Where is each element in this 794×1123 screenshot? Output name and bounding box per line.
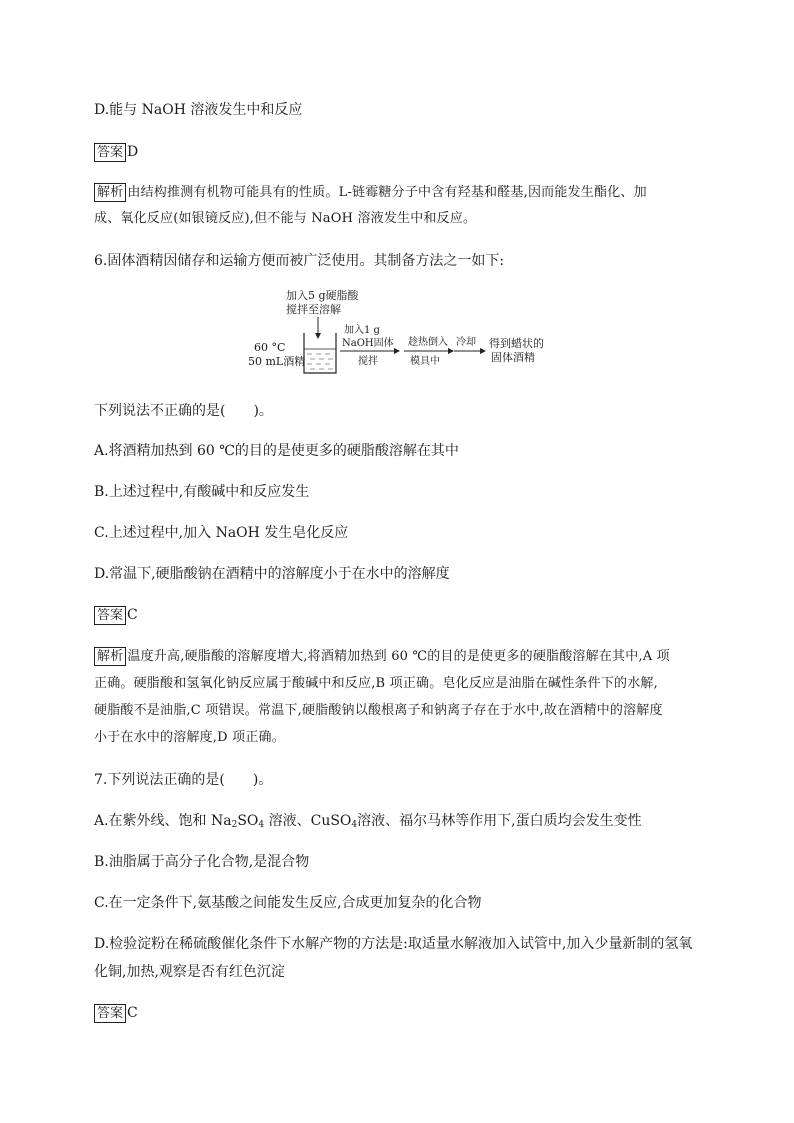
q6-option-a: A.将酒精加热到 60 ℃的目的是使更多的硬脂酸溶解在其中 <box>94 443 459 459</box>
q6-answer <box>94 605 138 625</box>
down-arrow-head <box>315 333 321 339</box>
result-label-1: 得到蜡状的 <box>489 337 544 350</box>
arrow1-head <box>394 348 400 354</box>
q5-option-d: D.能与 NaOH 溶液发生中和反应 <box>94 102 303 118</box>
answer-tag: 答案 <box>94 606 126 625</box>
q5-explain-line-2: 成、氧化反应(如银镜反应),但不能与 NaOH 溶液发生中和反应。 <box>94 211 477 226</box>
answer-value: C <box>127 1005 138 1021</box>
q6-question: 下列说法不正确的是( )。 <box>94 403 273 419</box>
beaker-liquid-hatch <box>307 354 333 369</box>
step2-label-1: 趁热倒入 <box>408 337 448 348</box>
explain-tag: 解析 <box>94 647 126 666</box>
q6-explain-line-4: 小于在水中的溶解度,D 项正确。 <box>94 730 285 745</box>
arrow1-top-label-1: 加入1 g <box>344 325 380 336</box>
subscript: 4 <box>351 820 358 830</box>
q5-explain-line-1 <box>94 183 647 203</box>
preparation-flow-diagram <box>248 287 568 377</box>
answer-tag: 答案 <box>94 143 126 162</box>
explain-text: 由结构推测有机物可能具有的性质。L-链霉糖分子中含有羟基和醛基,因而能发生酯化、加 <box>127 185 647 200</box>
q6-option-d: D.常温下,硬脂酸钠在酒精中的溶解度小于在水中的溶解度 <box>94 566 450 582</box>
q5-answer <box>94 142 138 162</box>
q7-option-a <box>94 811 642 835</box>
beaker-icon <box>304 333 336 373</box>
step3-label: 冷却 <box>456 337 476 348</box>
q7-option-a-text: SO <box>237 813 259 829</box>
q7-option-d-line-2: 化铜,加热,观察是否有红色沉淀 <box>94 964 285 980</box>
answer-tag: 答案 <box>94 1004 126 1023</box>
answer-value: D <box>127 144 139 160</box>
q7-option-a-text: 溶液、CuSO <box>264 813 352 829</box>
q7-option-a-text: A.在紫外线、饱和 Na <box>94 813 232 829</box>
q7-option-b: B.油脂属于高分子化合物,是混合物 <box>94 854 310 870</box>
q7-answer <box>94 1003 138 1023</box>
q7-stem: 7.下列说法正确的是( )。 <box>94 772 273 788</box>
subscript: 4 <box>258 820 265 830</box>
step2-label-2: 模具中 <box>410 356 440 367</box>
q6-option-b: B.上述过程中,有酸碱中和反应发生 <box>94 484 310 500</box>
q6-stem: 6.固体酒精因储存和运输方便而被广泛使用。其制备方法之一如下: <box>94 253 505 269</box>
q6-explain-line-2: 正确。硬脂酸和氢氧化钠反应属于酸碱中和反应,B 项正确。皂化反应是油脂在碱性条件下的水解, <box>94 676 658 691</box>
arrow2-head <box>448 348 454 354</box>
q6-option-c: C.上述过程中,加入 NaOH 发生皂化反应 <box>94 525 349 541</box>
arrow1-top-label-2: NaOH固体 <box>342 338 394 349</box>
diagram-top-label-1: 加入5 g硬脂酸 <box>286 289 359 302</box>
diagram-top-label-2: 搅拌至溶解 <box>286 303 341 316</box>
q7-option-c: C.在一定条件下,氨基酸之间能发生反应,合成更加复杂的化合物 <box>94 895 482 911</box>
q7-option-d-line-1: D.检验淀粉在稀硫酸催化条件下水解产物的方法是:取适量水解液加入试管中,加入少量新制的氢氧 <box>94 936 693 952</box>
arrow3-head <box>480 348 486 354</box>
q6-explain-line-1 <box>94 647 670 667</box>
result-label-2: 固体酒精 <box>491 351 535 364</box>
diagram-left-label-1: 60 °C <box>254 341 286 354</box>
arrow1-bottom-label: 搅拌 <box>358 356 378 367</box>
q6-explain-line-3: 硬脂酸不是油脂,C 项错误。常温下,硬脂酸钠以酸根离子和钠离子存在于水中,故在酒精中的溶解度 <box>94 703 663 718</box>
diagram-left-label-2: 50 mL酒精 <box>248 355 306 368</box>
answer-value: C <box>127 607 138 623</box>
q7-option-a-text: 溶液、福尔马林等作用下,蛋白质均会发生变性 <box>357 813 642 829</box>
explain-tag: 解析 <box>94 183 126 202</box>
explain-text: 温度升高,硬脂酸的溶解度增大,将酒精加热到 60 ℃的目的是使更多的硬脂酸溶解在其中,A 项 <box>127 649 670 664</box>
subscript: 2 <box>231 820 238 830</box>
